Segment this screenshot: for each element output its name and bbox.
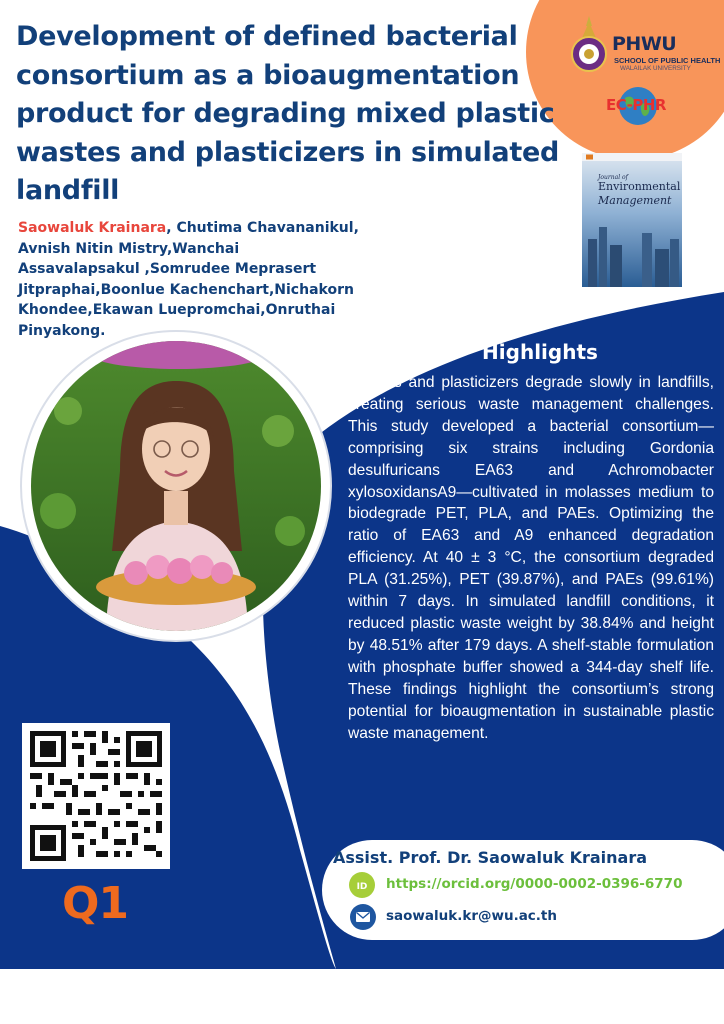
highlights-heading: Highlights <box>482 340 598 364</box>
orcid-icon <box>348 871 376 899</box>
logo-name: PHWU <box>612 33 677 55</box>
journal-name-line2: Management <box>598 194 672 207</box>
journal-name-line1: Environmental <box>598 180 681 193</box>
highlights-text: Plastics and plasticizers degrade slowly in landfills, creating serious waste management challenges. This study developed a bacterial consortium—comprising six strains including Gordonia desulfuricans EA63 and Achromobacter xylosoxidansA9—cultivated in molasses medium to biodegrade PET, PLA, and PAEs. Optimizing the ratio of EA63 and A9 enhanced degradation efficiency. At 40 ± 3 °C, the consortium degraded PLA (31.25%), PET (39.87%), and PAEs (99.61%) within 7 days. In simulated landfill conditions, it reduced plastic waste weight by 38.84% and height by 48.51% after 179 days. A shelf-stable formulation with phosphate buffer showed a 344-day shelf life. These findings highlight the consortium’s strong potential for bioaugmentation in sustainable plastic waste management. <box>348 374 714 742</box>
orcid-icon-text: ID <box>356 882 368 892</box>
journal-prefix: Journal of <box>598 174 628 181</box>
q1-badge: Q1 <box>62 878 129 929</box>
author-list <box>18 218 363 341</box>
email-link[interactable]: saowaluk.kr@wu.ac.th <box>386 908 557 924</box>
journal-cover-image <box>582 153 682 287</box>
orcid-link[interactable]: https://orcid.org/0000-0002-0396-6770 <box>386 876 683 892</box>
co-authors: , Chutima Chavananikul, Avnish Nitin Mistry,Wanchai Assavalapsakul ,Somrudee Meprasert Jitpraphai,Boonlue Kachenchart,Nichakorn Khondee,Ekawan Luepromchai,Onruthai Pinyakong. <box>18 220 359 339</box>
lead-author: Saowaluk Krainara <box>18 220 167 236</box>
qr-code[interactable] <box>22 723 170 869</box>
author-photo <box>28 341 324 631</box>
poster-title: Development of defined bacterial consortium as a bioaugmentation product for degrading mixed plastic wastes and plasticizers in simulated landfill <box>16 21 559 206</box>
university-seal-icon <box>568 14 610 76</box>
ecphr-logo-text: EC-PHR <box>606 96 666 114</box>
contact-name: Assist. Prof. Dr. Saowaluk Krainara <box>333 848 648 867</box>
logo-university: WALAILAK UNIVERSITY <box>620 65 691 72</box>
mail-icon <box>349 903 377 931</box>
logo-school: SCHOOL OF PUBLIC HEALTH <box>614 56 721 65</box>
